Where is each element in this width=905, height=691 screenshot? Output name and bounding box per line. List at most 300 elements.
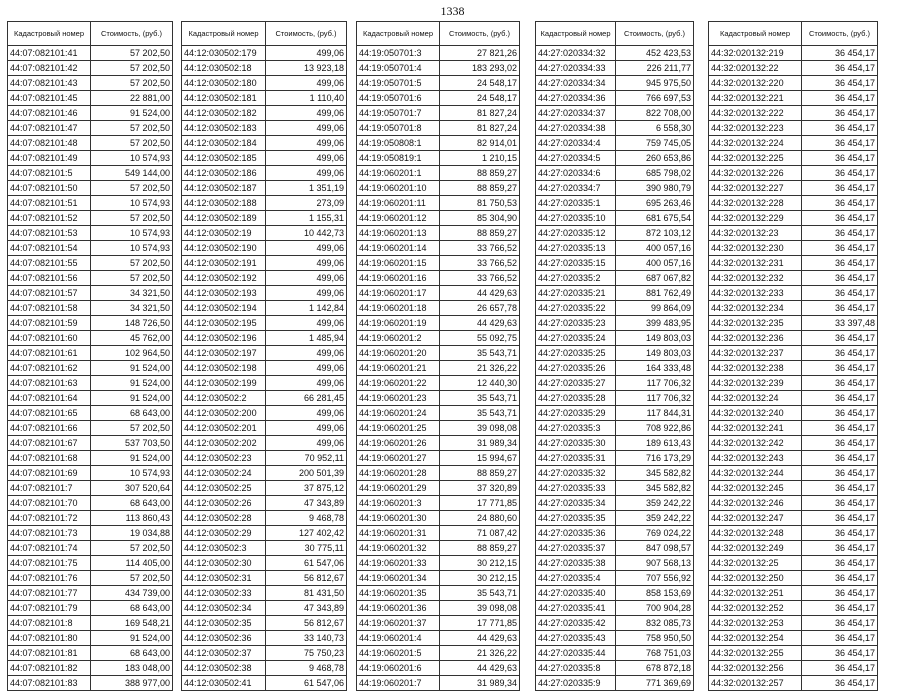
table-row — [536, 256, 694, 271]
cost-cell: 399 483,95 — [616, 316, 694, 331]
cadastral-number-cell: 44:19:060201:18 — [357, 301, 440, 316]
cadastral-table-4 — [535, 21, 694, 691]
cost-cell: 537 703,50 — [91, 436, 173, 451]
cost-cell: 30 212,15 — [440, 556, 520, 571]
cost-cell: 17 771,85 — [440, 496, 520, 511]
cadastral-number-cell: 44:07:082101:67 — [8, 436, 91, 451]
cost-cell: 499,06 — [266, 121, 347, 136]
cadastral-number-cell: 44:07:082101:60 — [8, 331, 91, 346]
cost-cell: 88 859,27 — [440, 166, 520, 181]
table-row — [357, 646, 520, 661]
cadastral-number-cell: 44:19:060201:27 — [357, 451, 440, 466]
cadastral-number-cell: 44:12:030502:184 — [182, 136, 266, 151]
table-row — [182, 376, 347, 391]
cadastral-number-cell: 44:19:060201:20 — [357, 346, 440, 361]
table-row — [536, 481, 694, 496]
table-row — [709, 211, 878, 226]
cost-cell: 68 643,00 — [91, 496, 173, 511]
table-row — [709, 91, 878, 106]
cost-cell: 36 454,17 — [802, 556, 878, 571]
cadastral-number-cell: 44:19:060201:29 — [357, 481, 440, 496]
cadastral-number-cell: 44:27:020334:6 — [536, 166, 616, 181]
cost-cell: 9 468,78 — [266, 661, 347, 676]
table-row — [536, 241, 694, 256]
cost-cell: 117 706,32 — [616, 376, 694, 391]
header-cadastral-number: Кадастровый номер — [536, 22, 616, 46]
cadastral-number-cell: 44:19:060201:15 — [357, 256, 440, 271]
cost-cell: 226 211,77 — [616, 61, 694, 76]
cadastral-table-2 — [181, 21, 347, 691]
cost-cell: 758 950,50 — [616, 631, 694, 646]
cadastral-number-cell: 44:12:030502:187 — [182, 181, 266, 196]
cost-cell: 36 454,17 — [802, 106, 878, 121]
table-row — [182, 136, 347, 151]
cost-cell: 88 859,27 — [440, 466, 520, 481]
cadastral-number-cell: 44:27:020335:15 — [536, 256, 616, 271]
cadastral-number-cell: 44:19:050701:3 — [357, 46, 440, 61]
cost-cell: 56 812,67 — [266, 571, 347, 586]
cadastral-number-cell: 44:12:030502:28 — [182, 511, 266, 526]
cost-cell: 1 110,40 — [266, 91, 347, 106]
cadastral-number-cell: 44:32:020132:243 — [709, 451, 802, 466]
cadastral-number-cell: 44:19:060201:6 — [357, 661, 440, 676]
table-row — [536, 316, 694, 331]
table-row — [8, 511, 173, 526]
cadastral-number-cell: 44:07:082101:45 — [8, 91, 91, 106]
cadastral-number-cell: 44:07:082101:58 — [8, 301, 91, 316]
table-row — [182, 61, 347, 76]
cost-cell: 499,06 — [266, 136, 347, 151]
cost-cell: 1 142,84 — [266, 301, 347, 316]
table-row — [182, 511, 347, 526]
cadastral-number-cell: 44:12:030502:38 — [182, 661, 266, 676]
table-row — [709, 676, 878, 691]
cadastral-number-cell: 44:19:060201:31 — [357, 526, 440, 541]
cost-cell: 36 454,17 — [802, 436, 878, 451]
table-row — [8, 136, 173, 151]
cadastral-number-cell: 44:32:020132:226 — [709, 166, 802, 181]
cadastral-number-cell: 44:19:060201:34 — [357, 571, 440, 586]
header-cadastral-number: Кадастровый номер — [8, 22, 91, 46]
table-row — [357, 481, 520, 496]
table-row — [357, 361, 520, 376]
cadastral-number-cell: 44:07:082101:82 — [8, 661, 91, 676]
table-row — [8, 346, 173, 361]
cost-cell: 36 454,17 — [802, 646, 878, 661]
cost-cell: 33 766,52 — [440, 256, 520, 271]
cost-cell: 81 827,24 — [440, 121, 520, 136]
cost-cell: 388 977,00 — [91, 676, 173, 691]
cadastral-number-cell: 44:32:020132:225 — [709, 151, 802, 166]
cost-cell: 716 173,29 — [616, 451, 694, 466]
cost-cell: 36 454,17 — [802, 271, 878, 286]
cadastral-number-cell: 44:12:030502:2 — [182, 391, 266, 406]
table-row — [182, 466, 347, 481]
cost-cell: 15 994,67 — [440, 451, 520, 466]
table-row — [536, 631, 694, 646]
cadastral-number-cell: 44:27:020335:44 — [536, 646, 616, 661]
table-row — [709, 226, 878, 241]
table-row — [182, 121, 347, 136]
cadastral-number-cell: 44:27:020334:32 — [536, 46, 616, 61]
cadastral-number-cell: 44:32:020132:22 — [709, 61, 802, 76]
cadastral-number-cell: 44:19:050808:1 — [357, 136, 440, 151]
cost-cell: 85 304,90 — [440, 211, 520, 226]
cost-cell: 390 980,79 — [616, 181, 694, 196]
cadastral-number-cell: 44:12:030502:196 — [182, 331, 266, 346]
cadastral-number-cell: 44:07:082101:77 — [8, 586, 91, 601]
table-row — [8, 271, 173, 286]
table-row — [182, 226, 347, 241]
table-row — [536, 76, 694, 91]
table-row — [709, 61, 878, 76]
cadastral-number-cell: 44:19:060201:35 — [357, 586, 440, 601]
table-row — [536, 451, 694, 466]
cadastral-number-cell: 44:12:030502:41 — [182, 676, 266, 691]
table-row — [536, 346, 694, 361]
cost-cell: 36 454,17 — [802, 391, 878, 406]
cadastral-number-cell: 44:27:020335:21 — [536, 286, 616, 301]
cost-cell: 345 582,82 — [616, 466, 694, 481]
cadastral-number-cell: 44:19:050701:5 — [357, 76, 440, 91]
cadastral-number-cell: 44:19:060201:16 — [357, 271, 440, 286]
table-row — [8, 481, 173, 496]
cadastral-number-cell: 44:32:020132:231 — [709, 256, 802, 271]
cost-cell: 345 582,82 — [616, 481, 694, 496]
table-row — [709, 601, 878, 616]
cost-cell: 33 766,52 — [440, 241, 520, 256]
table-row — [709, 451, 878, 466]
table-row — [709, 151, 878, 166]
table-row — [357, 76, 520, 91]
cost-cell: 24 548,17 — [440, 76, 520, 91]
cadastral-number-cell: 44:32:020132:254 — [709, 631, 802, 646]
header-cadastral-number: Кадастровый номер — [182, 22, 266, 46]
cost-cell: 499,06 — [266, 76, 347, 91]
cost-cell: 36 454,17 — [802, 346, 878, 361]
cost-cell: 34 321,50 — [91, 301, 173, 316]
table-row — [8, 466, 173, 481]
cost-cell: 499,06 — [266, 376, 347, 391]
table-row — [8, 421, 173, 436]
table-row — [8, 196, 173, 211]
cadastral-number-cell: 44:27:020335:29 — [536, 406, 616, 421]
cadastral-number-cell: 44:27:020335:30 — [536, 436, 616, 451]
table-row — [182, 241, 347, 256]
cost-cell: 766 697,53 — [616, 91, 694, 106]
cost-cell: 71 087,42 — [440, 526, 520, 541]
table-row — [536, 646, 694, 661]
table-row — [709, 481, 878, 496]
cadastral-number-cell: 44:12:030502:191 — [182, 256, 266, 271]
table-row — [182, 646, 347, 661]
cadastral-number-cell: 44:07:082101:73 — [8, 526, 91, 541]
table-row — [182, 421, 347, 436]
cost-cell: 30 775,11 — [266, 541, 347, 556]
cadastral-number-cell: 44:12:030502:18 — [182, 61, 266, 76]
cost-cell: 113 860,43 — [91, 511, 173, 526]
table-row — [709, 76, 878, 91]
table-row — [709, 121, 878, 136]
table-row — [8, 451, 173, 466]
cost-cell: 183 048,00 — [91, 661, 173, 676]
cadastral-number-cell: 44:32:020132:239 — [709, 376, 802, 391]
cadastral-number-cell: 44:19:060201:33 — [357, 556, 440, 571]
cost-cell: 36 454,17 — [802, 181, 878, 196]
table-row — [8, 661, 173, 676]
cost-cell: 148 726,50 — [91, 316, 173, 331]
cadastral-number-cell: 44:32:020132:233 — [709, 286, 802, 301]
table-row — [8, 256, 173, 271]
table-row — [709, 361, 878, 376]
cost-cell: 31 989,34 — [440, 676, 520, 691]
cost-cell: 19 034,88 — [91, 526, 173, 541]
cadastral-number-cell: 44:19:060201:23 — [357, 391, 440, 406]
table-row — [536, 61, 694, 76]
cost-cell: 260 653,86 — [616, 151, 694, 166]
cost-cell: 24 880,60 — [440, 511, 520, 526]
cadastral-number-cell: 44:12:030502:189 — [182, 211, 266, 226]
table-row — [536, 286, 694, 301]
cost-cell: 21 326,22 — [440, 646, 520, 661]
cost-cell: 57 202,50 — [91, 76, 173, 91]
cadastral-table-5 — [708, 21, 878, 691]
cost-cell: 681 675,54 — [616, 211, 694, 226]
cost-cell: 55 092,75 — [440, 331, 520, 346]
table-row — [8, 211, 173, 226]
cadastral-number-cell: 44:19:060201:37 — [357, 616, 440, 631]
table-row — [709, 406, 878, 421]
cost-cell: 36 454,17 — [802, 451, 878, 466]
cost-cell: 61 547,06 — [266, 676, 347, 691]
table-row — [8, 631, 173, 646]
cadastral-number-cell: 44:12:030502:179 — [182, 46, 266, 61]
cadastral-number-cell: 44:12:030502:25 — [182, 481, 266, 496]
cost-cell: 36 454,17 — [802, 301, 878, 316]
table-row — [357, 601, 520, 616]
cost-cell: 57 202,50 — [91, 211, 173, 226]
table-row — [8, 316, 173, 331]
cost-cell: 1 351,19 — [266, 181, 347, 196]
table-row — [182, 286, 347, 301]
cost-cell: 832 085,73 — [616, 616, 694, 631]
cadastral-number-cell: 44:19:050701:7 — [357, 106, 440, 121]
table-row — [709, 106, 878, 121]
cost-cell: 499,06 — [266, 256, 347, 271]
cost-cell: 36 454,17 — [802, 421, 878, 436]
table-row — [709, 241, 878, 256]
table-row — [709, 616, 878, 631]
cost-cell: 707 556,92 — [616, 571, 694, 586]
cost-cell: 81 431,50 — [266, 586, 347, 601]
cadastral-number-cell: 44:27:020335:36 — [536, 526, 616, 541]
cadastral-number-cell: 44:07:082101:56 — [8, 271, 91, 286]
table-row — [8, 541, 173, 556]
cost-cell: 307 520,64 — [91, 481, 173, 496]
table-row — [8, 601, 173, 616]
cost-cell: 499,06 — [266, 346, 347, 361]
table-row — [709, 166, 878, 181]
cadastral-number-cell: 44:27:020334:4 — [536, 136, 616, 151]
cadastral-number-cell: 44:12:030502:29 — [182, 526, 266, 541]
cadastral-number-cell: 44:12:030502:192 — [182, 271, 266, 286]
cost-cell: 872 103,12 — [616, 226, 694, 241]
table-row — [357, 256, 520, 271]
table-row — [357, 406, 520, 421]
page-number: 1338 — [440, 4, 465, 18]
cost-cell: 34 321,50 — [91, 286, 173, 301]
table-row — [8, 46, 173, 61]
cost-cell: 35 543,71 — [440, 586, 520, 601]
cadastral-table-3 — [356, 21, 520, 691]
table-row — [8, 361, 173, 376]
cost-cell: 769 024,22 — [616, 526, 694, 541]
table-row — [8, 571, 173, 586]
cadastral-number-cell: 44:27:020335:28 — [536, 391, 616, 406]
table-row — [709, 466, 878, 481]
cost-cell: 117 844,31 — [616, 406, 694, 421]
cadastral-number-cell: 44:19:060201:5 — [357, 646, 440, 661]
cadastral-number-cell: 44:07:082101:42 — [8, 61, 91, 76]
cadastral-number-cell: 44:19:060201:12 — [357, 211, 440, 226]
cadastral-number-cell: 44:12:030502:183 — [182, 121, 266, 136]
cost-cell: 91 524,00 — [91, 376, 173, 391]
cadastral-number-cell: 44:12:030502:202 — [182, 436, 266, 451]
cost-cell: 22 881,00 — [91, 91, 173, 106]
cost-cell: 36 454,17 — [802, 361, 878, 376]
cadastral-number-cell: 44:12:030502:190 — [182, 241, 266, 256]
table-row — [182, 616, 347, 631]
cadastral-number-cell: 44:12:030502:35 — [182, 616, 266, 631]
cadastral-number-cell: 44:27:020335:10 — [536, 211, 616, 226]
table-row — [357, 181, 520, 196]
cadastral-number-cell: 44:32:020132:241 — [709, 421, 802, 436]
table-row — [8, 406, 173, 421]
cadastral-number-cell: 44:32:020132:236 — [709, 331, 802, 346]
cadastral-number-cell: 44:19:060201:14 — [357, 241, 440, 256]
cadastral-number-cell: 44:27:020334:33 — [536, 61, 616, 76]
cost-cell: 499,06 — [266, 151, 347, 166]
table-row — [357, 271, 520, 286]
cadastral-number-cell: 44:19:060201:28 — [357, 466, 440, 481]
table-row — [357, 301, 520, 316]
cost-cell: 33 140,73 — [266, 631, 347, 646]
cost-cell: 44 429,63 — [440, 286, 520, 301]
cadastral-number-cell: 44:32:020132:219 — [709, 46, 802, 61]
cadastral-number-cell: 44:27:020335:3 — [536, 421, 616, 436]
table-row — [357, 61, 520, 76]
cost-cell: 102 964,50 — [91, 346, 173, 361]
cadastral-number-cell: 44:32:020132:244 — [709, 466, 802, 481]
cost-cell: 88 859,27 — [440, 181, 520, 196]
cost-cell: 57 202,50 — [91, 181, 173, 196]
cadastral-number-cell: 44:19:060201:26 — [357, 436, 440, 451]
table-row — [709, 421, 878, 436]
cost-cell: 17 771,85 — [440, 616, 520, 631]
cost-cell: 149 803,03 — [616, 331, 694, 346]
cadastral-number-cell: 44:19:050701:4 — [357, 61, 440, 76]
cost-cell: 499,06 — [266, 421, 347, 436]
cost-cell: 200 501,39 — [266, 466, 347, 481]
cost-cell: 10 574,93 — [91, 196, 173, 211]
table-row — [182, 406, 347, 421]
cost-cell: 9 468,78 — [266, 511, 347, 526]
table-row — [709, 391, 878, 406]
cadastral-number-cell: 44:07:082101:68 — [8, 451, 91, 466]
cadastral-number-cell: 44:27:020334:5 — [536, 151, 616, 166]
table-row — [182, 91, 347, 106]
cadastral-number-cell: 44:32:020132:25 — [709, 556, 802, 571]
cost-cell: 57 202,50 — [91, 541, 173, 556]
cost-cell: 858 153,69 — [616, 586, 694, 601]
cadastral-number-cell: 44:27:020335:42 — [536, 616, 616, 631]
table-row — [709, 586, 878, 601]
cost-cell: 12 440,30 — [440, 376, 520, 391]
cost-cell: 35 543,71 — [440, 406, 520, 421]
table-row — [182, 361, 347, 376]
cost-cell: 57 202,50 — [91, 46, 173, 61]
cadastral-number-cell: 44:32:020132:255 — [709, 646, 802, 661]
cost-cell: 189 613,43 — [616, 436, 694, 451]
cadastral-number-cell: 44:07:082101:55 — [8, 256, 91, 271]
table-row — [182, 556, 347, 571]
table-row — [182, 586, 347, 601]
cost-cell: 27 821,26 — [440, 46, 520, 61]
cadastral-number-cell: 44:19:060201:11 — [357, 196, 440, 211]
table-row — [8, 586, 173, 601]
table-row — [182, 451, 347, 466]
cost-cell: 36 454,17 — [802, 676, 878, 691]
table-row — [357, 151, 520, 166]
table-row — [182, 76, 347, 91]
cadastral-number-cell: 44:07:082101:61 — [8, 346, 91, 361]
table-row — [536, 271, 694, 286]
table-row — [357, 136, 520, 151]
table-row — [8, 91, 173, 106]
cost-cell: 68 643,00 — [91, 601, 173, 616]
cadastral-number-cell: 44:32:020132:221 — [709, 91, 802, 106]
cost-cell: 434 739,00 — [91, 586, 173, 601]
cost-cell: 36 454,17 — [802, 406, 878, 421]
cadastral-number-cell: 44:27:020335:22 — [536, 301, 616, 316]
cost-cell: 88 859,27 — [440, 541, 520, 556]
cadastral-number-cell: 44:27:020334:36 — [536, 91, 616, 106]
cost-cell: 36 454,17 — [802, 76, 878, 91]
cost-cell: 708 922,86 — [616, 421, 694, 436]
cost-cell: 91 524,00 — [91, 361, 173, 376]
table-row — [536, 121, 694, 136]
cadastral-number-cell: 44:07:082101:52 — [8, 211, 91, 226]
cost-cell: 57 202,50 — [91, 136, 173, 151]
cost-cell: 75 750,23 — [266, 646, 347, 661]
cadastral-number-cell: 44:19:060201:1 — [357, 166, 440, 181]
table-row — [709, 646, 878, 661]
cadastral-number-cell: 44:32:020132:242 — [709, 436, 802, 451]
cadastral-number-cell: 44:19:060201:25 — [357, 421, 440, 436]
cadastral-number-cell: 44:27:020335:26 — [536, 361, 616, 376]
table-row — [182, 541, 347, 556]
cost-cell: 685 798,02 — [616, 166, 694, 181]
table-row — [182, 166, 347, 181]
cost-cell: 66 281,45 — [266, 391, 347, 406]
cost-cell: 1 155,31 — [266, 211, 347, 226]
cadastral-number-cell: 44:32:020132:220 — [709, 76, 802, 91]
cadastral-number-cell: 44:32:020132:246 — [709, 496, 802, 511]
cadastral-number-cell: 44:07:082101:75 — [8, 556, 91, 571]
cost-cell: 68 643,00 — [91, 646, 173, 661]
cost-cell: 36 454,17 — [802, 256, 878, 271]
table-row — [536, 586, 694, 601]
